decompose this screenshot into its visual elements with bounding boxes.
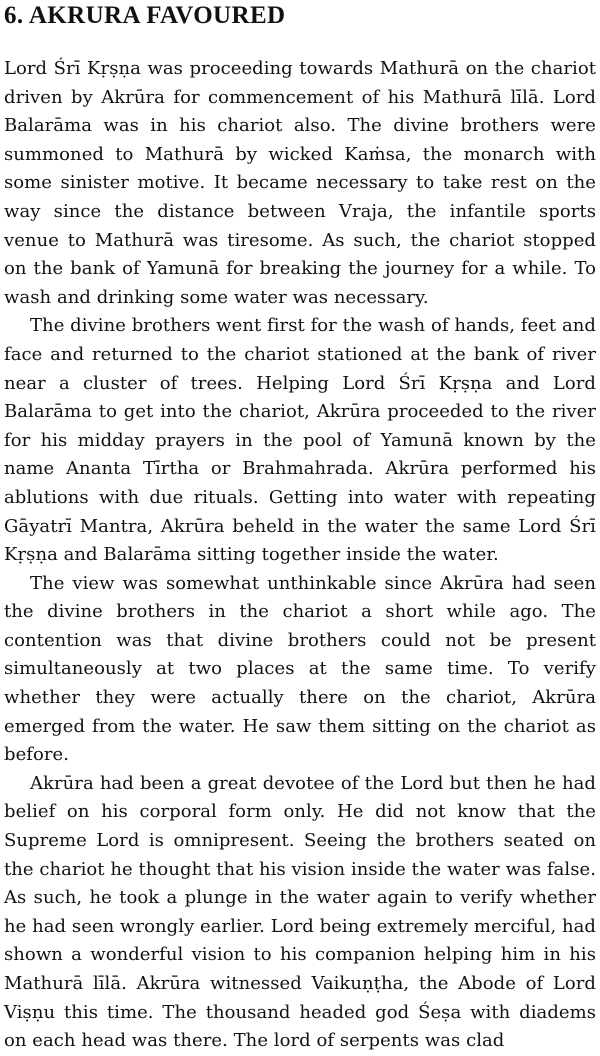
paragraph-4: Akrūra had been a great devotee of the Lord but then he had belief on his corporal form only. He did not know that the Supreme Lord is omnipresent. Seeing the brothers seated on the chariot he thought that his vision inside the water was false. As such, he took a plunge in the water again to verify whether he had seen wrongly earlier. Lord being extremely merciful, had shown a wonderful vision to his companion helping him in his Mathurā līlā. Akrūra witnessed Vaikuṇṭha, the Abode of Lord Viṣṇu this time. The thousand headed god Śeṣa with diadems on each head was there. The lord of serpents was clad — [4, 772, 596, 1052]
chapter-heading: 6. AKRURA FAVOURED — [4, 2, 286, 29]
paragraph-1: Lord Śrī Kṛṣṇa was proceeding towards Mathurā on the chariot driven by Akrūra for commencement of his Mathurā līlā. Lord Balarāma was in his chariot also. The divine brothers were summoned to Mathurā by wicked Kaṁsa, the monarch with some sinister motive. It became necessary to take rest on the way since the distance between Vraja, the infantile sports venue to Mathurā was tiresome. As such, the chariot stopped on the bank of Yamunā for breaking the journey for a while. To wash and drinking some water was necessary. — [4, 58, 596, 308]
paragraph-2: The divine brothers went first for the wash of hands, feet and face and returned to the chariot stationed at the bank of river near a cluster of trees. Helping Lord Śrī Kṛṣṇa and Lord Balarāma to get into the chariot, Akrūra proceeded to the river for his midday prayers in the pool of Yamunā known by the name Ananta Tīrtha or Brahmahrada. Akrūra performed his ablutions with due rituals. Getting into water with repeating Gāyatrī Mantra, Akrūra beheld in the water the same Lord Śrī Kṛṣṇa and Balarāma sitting together inside the water. — [4, 315, 596, 566]
paragraph-3: The view was somewhat unthinkable since Akrūra had seen the divine brothers in the chariot a short while ago. The contention was that divine brothers could not be present simultaneously at two places at the same time. To verify whether they were actually there on the chariot, Akrūra emerged from the water. He saw them sitting on the chariot as before. — [4, 572, 596, 766]
chapter-body — [4, 55, 596, 1056]
